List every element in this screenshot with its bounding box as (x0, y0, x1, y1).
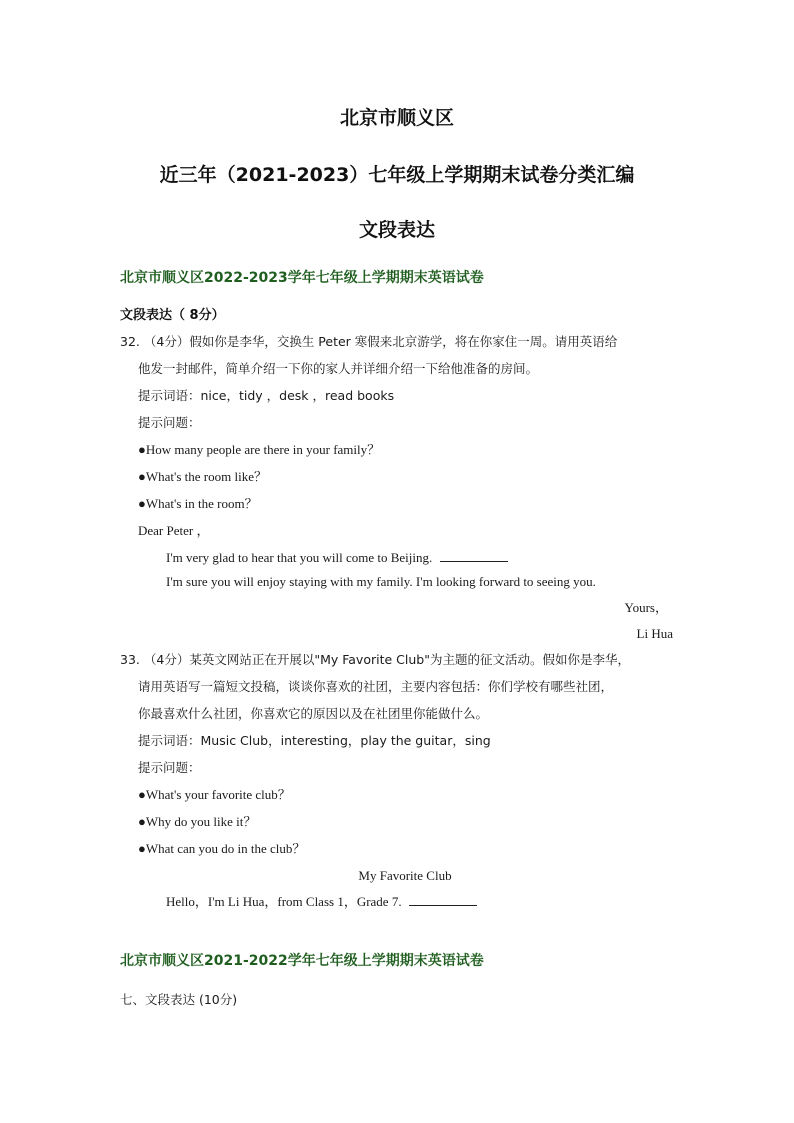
letter-salutation: Dear Peter ， (138, 523, 210, 538)
answer-blank-33[interactable] (409, 893, 477, 906)
question-32-prompt-2: 他发一封邮件，简单介绍一下你的家人并详细介绍一下给他准备的房间。 (138, 361, 539, 376)
title-region: 北京市顺义区 (339, 107, 454, 129)
question-33-number: 33. (120, 652, 140, 667)
question-33-prompt-2: 请用英语写一篇短文投稿，谈谈你喜欢的社团，主要内容包括：你们学校有哪些社团， (138, 679, 614, 694)
question-32-bullet-1: ●How many people are there in your family？ (138, 442, 381, 457)
question-33-bullet-3: ●What can you do in the club？ (138, 841, 306, 856)
letter-body-line1 (166, 549, 508, 567)
question-33-bullet-2: ●Why do you like it？ (138, 814, 257, 829)
title-collection: 近三年（2021-2023）七年级上学期期末试卷分类汇编 (159, 164, 635, 186)
section-2-subheading: 七、文段表达 (10分) (120, 992, 238, 1007)
question-32-bullet-2: ●What's the room like？ (138, 469, 267, 484)
question-33-prompt-3: 你最喜欢什么社团，你喜欢它的原因以及在社团里你能做什么。 (138, 706, 489, 721)
section-heading-2022-2023: 北京市顺义区2022-2023学年七年级上学期期末英语试卷 (120, 270, 484, 286)
answer-blank-32[interactable] (440, 549, 508, 562)
question-32-hint-label: 提示问题： (138, 415, 201, 430)
section-heading-2021-2022: 北京市顺义区2021-2022学年七年级上学期期末英语试卷 (120, 953, 484, 969)
question-33-prompt-1: （4分）某英文网站正在开展以"My Favorite Club"为主题的征文活动。假如你是李华， (143, 652, 630, 667)
question-33-line1 (120, 651, 630, 669)
letter-closing: Yours， (624, 600, 668, 615)
question-32-line1 (120, 333, 617, 351)
question-32-number: 32. (120, 334, 140, 349)
question-32-bullet-3: ●What's in the room？ (138, 496, 258, 511)
letter-body-text-1: I'm very glad to hear that you will come to Beijing. (166, 550, 433, 565)
letter-signature: Li Hua (636, 626, 673, 641)
question-32-prompt-1: （4分）假如你是李华，交换生 Peter 寒假来北京游学，将在你家住一周。请用英语给 (143, 334, 618, 349)
letter-body-line2: I'm sure you will enjoy staying with my family. I'm looking forward to seeing you. (166, 574, 596, 589)
essay-start-line (166, 893, 477, 911)
essay-start-text: Hello，I'm Li Hua，from Class 1，Grade 7. (166, 894, 402, 909)
question-33-hint-label: 提示问题： (138, 760, 201, 775)
essay-title: My Favorite Club (358, 868, 452, 883)
section-subheading-writing: 文段表达（ 8分） (120, 308, 225, 323)
question-32-hint-words: 提示词语：nice，tidy ，desk ，read books (138, 388, 395, 403)
question-33-hint-words: 提示词语：Music Club，interesting，play the guitar，sing (138, 733, 491, 748)
question-33-bullet-1: ●What's your favorite club？ (138, 787, 291, 802)
title-topic: 文段表达 (358, 219, 435, 241)
